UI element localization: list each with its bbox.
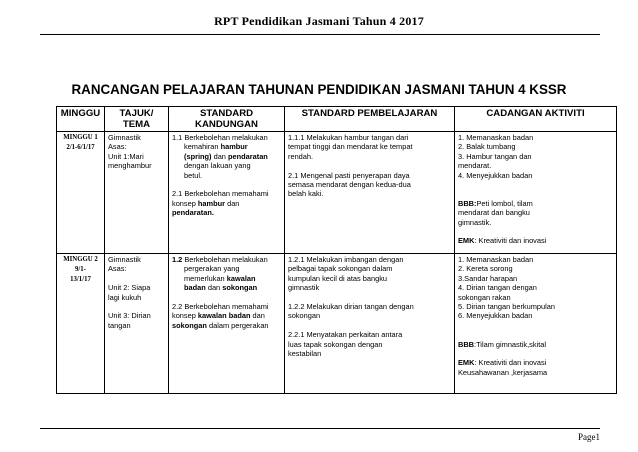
sp-line: 2.2.1 Menyatakan perkaitan antara (288, 330, 403, 340)
sk-bold: hambur (197, 198, 226, 208)
col-header-cadangan-aktiviti: CADANGAN AKTIVITI (455, 107, 617, 132)
minggu-label: MINGGU 2 (63, 256, 98, 263)
sk-line: betul. (184, 170, 203, 180)
ca-emk (458, 358, 613, 367)
ca-item: sokongan rakan (458, 292, 511, 302)
ca-item: 4. Menyejukkan badan (458, 170, 533, 180)
ca-bbb-line: gimnastik. (458, 217, 492, 227)
sk-text: dan (213, 151, 226, 161)
sk-line (172, 283, 281, 292)
tajuk-line: Unit 3: Dirian (108, 311, 151, 321)
minggu-date: 9/1- (75, 266, 86, 273)
sk-bold: sokongan (172, 320, 207, 330)
ca-item: 2. Balak tumbang (458, 142, 516, 152)
page-header-title: RPT Pendidikan Jasmani Tahun 4 2017 (214, 14, 424, 28)
bbb-text: Peti lombol, tilam (476, 198, 533, 208)
sk-bold: kawalan (226, 273, 256, 283)
col-header-tajuk-line2: TEMA (122, 119, 151, 130)
ca-item: mendarat. (458, 161, 492, 171)
sk-line: dengan lakuan yang (184, 161, 251, 171)
sk-text: kemahiran (184, 142, 219, 152)
sp-line: semasa mendarat dengan kedua-dua (288, 180, 411, 190)
page-number: Page1 (578, 432, 600, 442)
sk-line (172, 142, 281, 151)
cell-cadangan-aktiviti (455, 132, 617, 254)
sp-line: tempat tinggi dan mendarat ke tempat (288, 142, 413, 152)
cell-minggu (57, 254, 105, 394)
col-header-tajuk-line1: TAJUK/ (119, 108, 154, 119)
sp-line: kumpulan kecil di atas bangku (288, 273, 388, 283)
minggu-date: 2/1-6/1/17 (66, 144, 95, 151)
sk-line (172, 321, 281, 330)
cell-minggu (57, 132, 105, 254)
col-header-minggu: MINGGU (57, 107, 105, 132)
sk-item-1-1 (172, 133, 281, 142)
ca-item: 3. Hambur tangan dan (458, 151, 532, 161)
sk-item-1-2 (172, 255, 281, 264)
col-header-sk-line1: STANDARD (199, 108, 254, 119)
cell-tajuk (105, 132, 169, 254)
sk-bold: sokongan (222, 283, 258, 293)
tajuk-line: Unit 1:Mari (108, 151, 144, 161)
sk-bold: badan (184, 283, 206, 293)
tajuk-line: Asas: (108, 264, 127, 274)
sp-line: 1.2.1 Melakukan imbangan dengan (288, 255, 404, 264)
sp-line: kestabilan (288, 349, 322, 359)
sk-line (172, 274, 281, 283)
cell-standard-pembelajaran (285, 254, 455, 394)
ca-item: 6. Menyejukkan badan (458, 311, 533, 321)
sp-line: gimnastik (288, 283, 320, 293)
bbb-text: :Tilam gimnastik,skital (474, 339, 547, 349)
tajuk-line: Gimnastik (108, 133, 141, 142)
col-header-standard-pembelajaran: STANDARD PEMBELAJARAN (285, 107, 455, 132)
tajuk-line: Unit 2: Siapa (108, 283, 151, 293)
sp-line: 1.1.1 Melakukan hambur tangan dari (288, 133, 409, 142)
ca-emk (458, 236, 613, 245)
sp-line: rendah. (288, 151, 314, 161)
col-header-standard-kandungan (169, 107, 285, 132)
sk-bold: hambur (220, 142, 248, 152)
sk-text: Berkebolehan melakukan (184, 133, 268, 142)
bbb-label: BBB (458, 339, 475, 349)
rpt-table (56, 106, 617, 394)
ca-item: 5. Dirian tangan berkumpulan (458, 302, 555, 312)
ca-bbb (458, 199, 613, 208)
ca-bbb (458, 340, 613, 349)
tajuk-line: lagi kukuh (108, 292, 142, 302)
sk-bold: pendaratan (227, 151, 268, 161)
sp-line: belah kaki. (288, 189, 324, 199)
emk-label: EMK (458, 358, 475, 368)
sk-line (172, 152, 281, 161)
sk-text: dan (207, 283, 221, 293)
minggu-date: 13/1/17 (70, 276, 91, 283)
ca-item: 4. Dirian tangan dengan (458, 283, 537, 293)
emk-text: : Kreativiti dan inovasi (474, 358, 547, 368)
sk-text: dalam pergerakan (208, 320, 269, 330)
sp-line: sokongan (288, 311, 321, 321)
cell-standard-kandungan (169, 254, 285, 394)
ca-item: 1. Memanaskan badan (458, 255, 534, 264)
tajuk-line: menghambur (108, 161, 152, 171)
ca-item: 2. Kereta sorong (458, 264, 513, 274)
col-header-sk-line2: KANDUNGAN (195, 119, 258, 130)
table-row (57, 132, 617, 254)
sk-text: konsep (172, 311, 196, 321)
ca-emk-line: Keusahawanan ,kerjasama (458, 367, 548, 377)
minggu-label: MINGGU 1 (63, 134, 98, 141)
sk-bold: pendaratan. (172, 208, 214, 218)
sk-line (172, 311, 281, 320)
sk-number: 1.2 (172, 255, 183, 264)
sk-bold: (spring) (184, 151, 212, 161)
cell-standard-pembelajaran (285, 132, 455, 254)
col-header-tajuk (105, 107, 169, 132)
cell-tajuk (105, 254, 169, 394)
cell-standard-kandungan (169, 132, 285, 254)
sk-text: konsep (172, 198, 196, 208)
sp-line: 1.2.2 Melakukan dirian tangan dengan (288, 302, 414, 312)
footer-divider (40, 428, 600, 429)
document-title: RANCANGAN PELAJARAN TAHUNAN PENDIDIKAN JASMANI TAHUN 4 KSSR (71, 82, 567, 97)
table-row (57, 254, 617, 394)
sk-text: dan (227, 198, 240, 208)
sk-text: Berkebolehan melakukan (184, 255, 268, 264)
sk-item-2-2: 2.2 Berkebolehan memahami (172, 302, 269, 312)
sk-text: memerlukan (184, 273, 225, 283)
emk-label: EMK (458, 236, 475, 246)
sk-text: dan (252, 311, 265, 321)
bbb-label: BBB: (458, 198, 477, 208)
sk-number: 1.1 (172, 133, 183, 142)
ca-item: 3.Sandar harapan (458, 273, 518, 283)
cell-cadangan-aktiviti (455, 254, 617, 394)
ca-item: 1. Memanaskan badan (458, 133, 534, 142)
sp-line: pelbagai tapak sokongan dalam (288, 264, 393, 274)
sk-line: pergerakan yang (184, 264, 240, 274)
ca-bbb-line: mendarat dan bangku (458, 208, 530, 218)
sk-item-2-1: 2.1 Berkebolehan memahami (172, 189, 269, 199)
sp-line: luas tapak sokongan dengan (288, 339, 383, 349)
table-header-row (57, 107, 617, 132)
tajuk-line: tangan (108, 320, 131, 330)
sk-line (172, 199, 281, 208)
sp-line: 2.1 Mengenal pasti penyerapan daya (288, 170, 410, 180)
emk-text: : Kreativiti dan inovasi (474, 236, 547, 246)
header-divider (40, 34, 600, 35)
tajuk-line: Gimnastik (108, 255, 141, 264)
sk-bold: kawalan badan (197, 311, 251, 321)
tajuk-line: Asas: (108, 142, 127, 152)
